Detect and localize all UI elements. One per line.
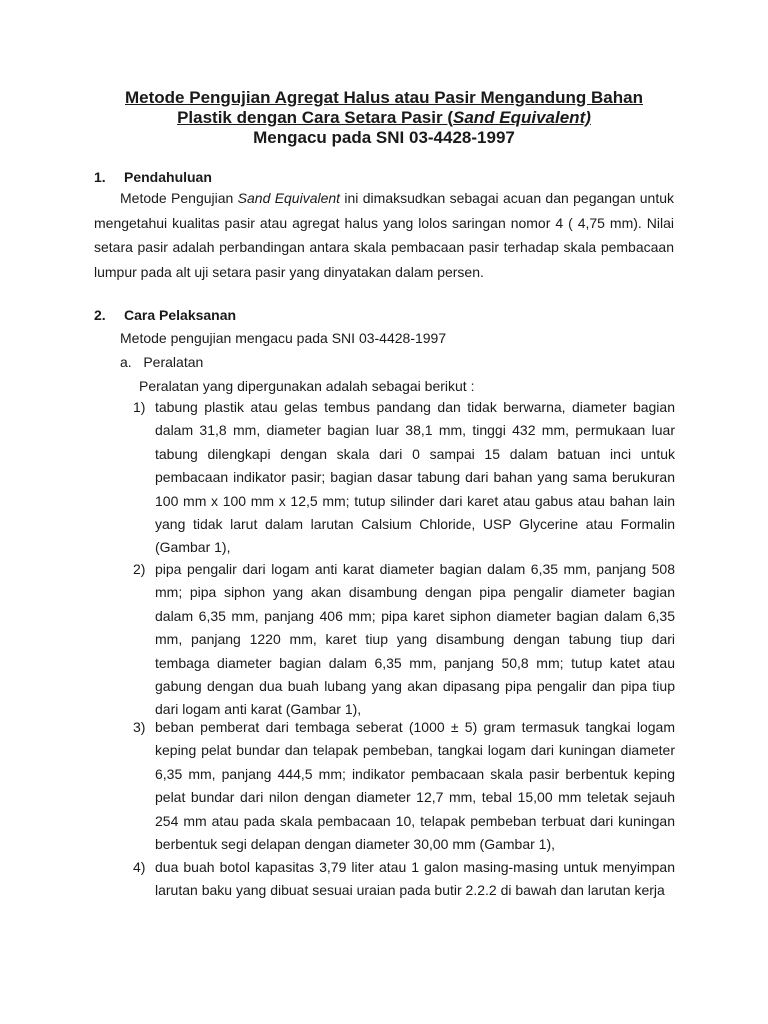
section-1-title: Pendahuluan	[124, 169, 212, 185]
list-item-number: 1)	[133, 399, 146, 415]
para-text-post: ini dimaksudkan sebagai acuan dan pegangan untuk mengetahui kualitas pasir atau agregat halus yang lolos saringan nomor 4 ( 4,75 mm). Nilai setara pasir adalah perbandingan antara skala pembacaan pasir terhadap skala pembacaan lumpur pada alt uji setara pasir yang dinyatakan dalam persen.	[94, 190, 674, 280]
subsection-a-intro: Peralatan yang dipergunakan adalah sebagai berikut :	[139, 378, 475, 394]
section-1-number: 1.	[94, 169, 106, 185]
para-text-italic: Sand Equivalent	[237, 190, 341, 206]
title-line-3: Mengacu pada SNI 03-4428-1997	[253, 128, 515, 147]
title-line-2-text: Plastik dengan Cara Setara Pasir (	[177, 108, 453, 127]
list-item-text: beban pemberat dari tembaga seberat (1000 ± 5) gram termasuk tangkai logam keping pelat bundar dan telapak pembeban, tangkai logam dari kuningan diameter 6,35 mm, panjang 444,5 mm; indikator pembacaan skala pasir berbentuk keping pelat bundar dari nilon dengan diameter 12,7 mm, tebal 15,00 mm teletak sejauh 254 mm atau pada skala pembacaan 10, telapak pembeban terbuat dari kuningan berbentuk segi delapan dengan diameter 30,00 mm (Gambar 1),	[155, 719, 675, 853]
title-line-1: Metode Pengujian Agregat Halus atau Pasir Mengandung Bahan	[125, 88, 643, 107]
list-item-text: dua buah botol kapasitas 3,79 liter atau 1 galon masing-masing untuk menyimpan larutan baku yang dibuat sesuai uraian pada butir 2.2.2 di bawah dan larutan kerja	[155, 859, 675, 899]
list-item-number: 4)	[133, 859, 146, 875]
list-item-text: tabung plastik atau gelas tembus pandang dan tidak berwarna, diameter bagian dalam 31,8 mm, diameter bagian luar 38,1 mm, tinggi 432 mm, permukaan luar tabung dilengkapi dengan skala dari 0 sampai 15 dalam batuan inci untuk pembacaan indikator pasir; bagian dasar tabung dari bahan yang sama berukuran 100 mm x 100 mm x 12,5 mm; tutup silinder dari karet atau gabus atau bahan lain yang tidak larut dalam larutan Calsium Chloride, USP Glycerine atau Formalin (Gambar 1),	[155, 399, 675, 556]
section-2-title: Cara Pelaksanan	[124, 307, 237, 323]
section-2-intro: Metode pengujian mengacu pada SNI 03-4428-1997	[120, 330, 447, 346]
list-item-text: pipa pengalir dari logam anti karat diameter bagian dalam 6,35 mm, panjang 508 mm; pipa siphon yang akan disambung dengan pipa pengalir diameter bagian dalam 6,35 mm, panjang 406 mm; pipa karet siphon diameter bagian dalam 6,35 mm, panjang 1220 mm, karet tiup yang disambung dengan tabung tiup dari tembaga diameter bagian dalam 6,35 mm, panjang 50,8 mm; tutup katet atau gabung dengan dua buah lubang yang akan dipasang pipa pengalir dan pipa tiup dari logam anti karat (Gambar 1),	[155, 561, 675, 718]
section-1-paragraph	[94, 186, 674, 284]
para-text-pre: Metode Pengujian	[120, 190, 238, 206]
list-item-number: 3)	[133, 719, 146, 735]
document-title	[70, 88, 698, 148]
section-2-number: 2.	[94, 307, 106, 323]
subsection-a-heading: a. Peralatan	[120, 354, 204, 370]
list-item-number: 2)	[133, 561, 146, 577]
title-line-2-italic: Sand Equivalent)	[452, 108, 591, 127]
title-line-2	[70, 108, 698, 128]
